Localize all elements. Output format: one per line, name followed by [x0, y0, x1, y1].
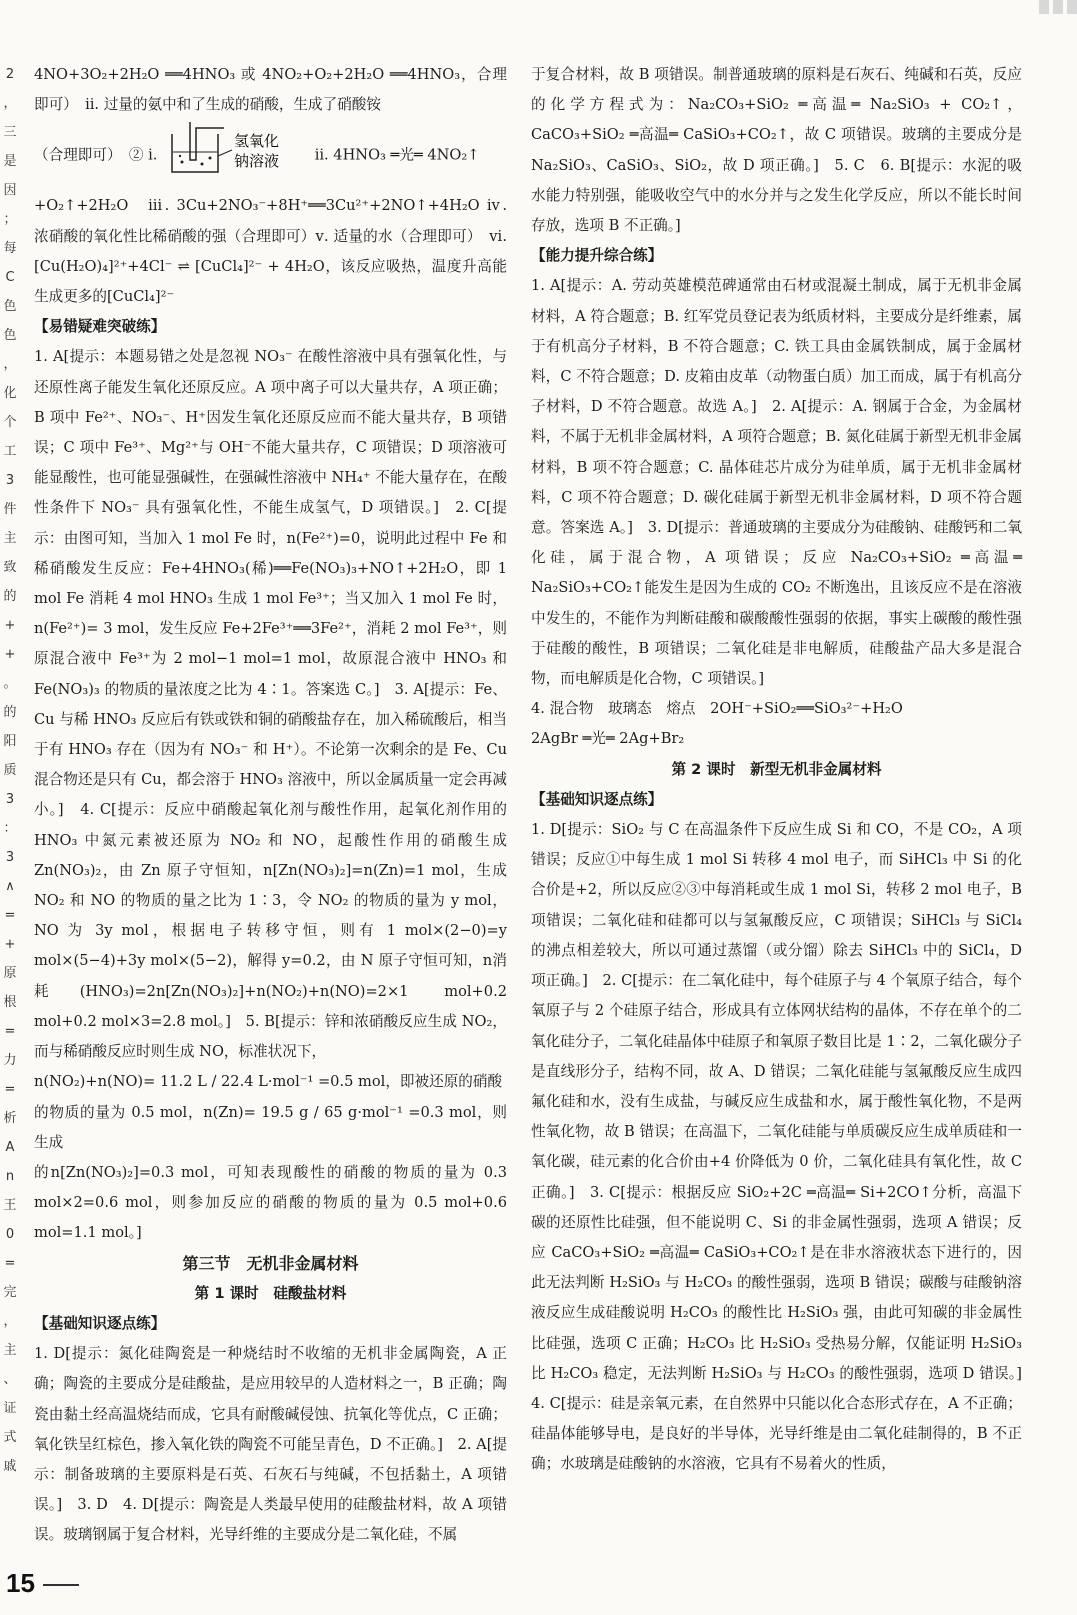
- paragraph: 的物质的量为 0.5 mol，n(Zn)= 19.5 g / 65 g·mol⁻¹ =0.3 mol，则生成: [34, 1103, 507, 1151]
- paragraph: 4. 混合物 玻璃态 熔点 2OH⁻+SiO₂══SiO₃²⁻+H₂O: [531, 700, 903, 718]
- gutter-char: 的: [3, 589, 17, 604]
- gutter-char: 主: [3, 1343, 17, 1358]
- page-edge-tabs: [1017, 0, 1077, 14]
- section-heading: 【易错疑难突破练】: [34, 318, 166, 336]
- gutter-char: 析: [3, 1111, 17, 1126]
- gutter-char: 根: [3, 995, 17, 1010]
- gutter-char: 件: [3, 502, 17, 517]
- section-heading: 【基础知识逐点练】: [531, 790, 663, 808]
- gutter-char: 。: [3, 676, 17, 691]
- gutter-char: =: [4, 1256, 16, 1271]
- gutter-char: 3: [5, 850, 15, 865]
- gutter-char: 0: [5, 1227, 15, 1242]
- gutter-text: [0, 60, 20, 1560]
- gutter-char: 化: [3, 386, 17, 401]
- gutter-char: ，: [3, 96, 17, 111]
- paragraph: 1. D[提示：SiO₂ 与 C 在高温条件下反应生成 Si 和 CO，不是 CO₂，A 项错误；反应①中每生成 1 mol Si 转移 4 mol 电子，而 SiHCl₃ 中 Si 的化合价是+2，所以反应②③中每消耗或生成 1 mol Si，转移 2 mol 电子，B 项错误；二氧化硅和硅都可以与氢氟酸反应，C 项错误；SiHCl₃ 与 SiCl₄ 的沸点相差较大，所以可通过蒸馏（或分馏）除去 SiHCl₃ 中的 SiCl₄，D 项正确。] 2. C[提示：在二氧化硅中，每个硅原子与 4 个氧原子结合，每个氧原子与 2 个硅原子结合，形成具有立体网状结构的晶体，不存在单个的二氧化硅分子，二氧化硅晶体中硅原子和氧原子数目比是 1∶2，二氧化碳分子是直线形分子，结构不同，故 A、D 错误；二氧化硅能与氢氟酸反应生成四氟化硅和水，没有生成盐，与碱反应生成盐和水，属于酸性氧化物，不是两性氧化物，故 B 错误；在高温下，二氧化硅能与单质碳反应生成单质硅和一氧化碳，硅元素的化合价由+4 价降低为 0 价，二氧化硅具有氧化性，故 C 正确。] 3. C[提示：根据反应 SiO₂+2C ═高温═ Si+2CO↑分析，高温下碳的还原性比硅强，但不能说明 C、Si 的非金属性强弱，选项 A 错误；反应 CaCO₃+SiO₂ ═高温═ CaSiO₃+CO₂↑是在非水溶液状态下进行的，因此无法判断 H₂SiO₃ 与 H₂CO₃ 的酸性强弱，选项 B 错误；碳酸与硅酸钠溶液反应生成硅酸说明 H₂CO₃ 的酸性比 H₂SiO₃ 强，由此可知碳的非金属性比硅强，选项 C 正确；H₂CO₃ 比 H₂SiO₃ 受热易分解，仅能证明 H₂SiO₃ 比 H₂CO₃ 稳定，无法判断 H₂SiO₃ 与 H₂CO₃ 的酸性强弱，选项 D 错误。] 4. C[提示：硅是亲氧元素，在自然界中只能以化合态形式存在，A 不正确；硅晶体能够导电，是良好的半导体，光导纤维是由二氧化硅制得的，B 不正确；水玻璃是硅酸钠的水溶液，它具有不易着火的性质，: [531, 821, 1037, 1473]
- gutter-char: 是: [3, 154, 17, 169]
- gutter-char: 色: [3, 299, 17, 314]
- gutter-char: ，: [3, 357, 17, 372]
- gutter-char: 因: [3, 183, 17, 198]
- gutter-char: 每: [3, 241, 17, 256]
- paragraph: 4NO+3O₂+2H₂O ══4HNO₃ 或 4NO₂+O₂+2H₂O ══4HNO₃，合理即可） ⅱ. 过量的氨中和了生成的硝酸，生成了硝酸铵: [34, 66, 507, 114]
- gutter-char: 3: [5, 473, 15, 488]
- gutter-char: 原: [3, 966, 17, 981]
- lesson-title: 第 1 课时 硅酸盐材料: [194, 1284, 347, 1302]
- paragraph: 的n[Zn(NO₃)₂]=0.3 mol，可知表现酸性的硝酸的物质的量为 0.3 mol×2=0.6 mol，则参加反应的硝酸的物质的量为 0.5 mol+0.6 mol=1.1 mol。]: [34, 1163, 507, 1242]
- gutter-char: +: [4, 618, 16, 633]
- paragraph: +O₂↑+2H₂O ⅲ. 3Cu+2NO₃⁻+8H⁺══3Cu²⁺+2NO↑+4H₂O ⅳ. 浓硝酸的氧化性比稀硝酸的强（合理即可）ⅴ. 适量的水（合理即可） ⅵ. [Cu(H₂O)₄]²⁺+4Cl⁻ ⇌ [CuCl₄]²⁻ + 4H₂O，该反应吸热，温度升高能生成更多的[CuCl₄]²⁻: [34, 197, 507, 306]
- gutter-char: =: [4, 1082, 16, 1097]
- footer-rule: [43, 1584, 79, 1586]
- gutter-char: 的: [3, 705, 17, 720]
- gutter-char: 致: [3, 560, 17, 575]
- section-heading: 【基础知识逐点练】: [34, 1314, 166, 1332]
- gutter-char: 个: [3, 415, 17, 430]
- paragraph: 1. D[提示：氮化硅陶瓷是一种烧结时不收缩的无机非金属陶瓷，A 正确；陶瓷的主要成分是硅酸盐，是应用较早的人造材料之一，B 正确；陶瓷由黏土经高温烧结而成，它具有耐酸碱侵蚀、抗氧化等优点，C 正确；氧化铁呈红棕色，掺入氧化铁的陶瓷不可能呈青色，D 不正确。] 2. A[提示：制备玻璃的主要原料是石英、石灰石与纯碱，不包括黏土，A 项错误。] 3. D 4. D[提示：陶瓷是人类最早使用的硅酸盐材料，故 A 项错误。玻璃钢属于复合材料，光导纤维的主要成分是二氧化硅，不属: [34, 1345, 507, 1544]
- beaker-label: 钠溶液: [234, 152, 280, 171]
- gutter-char: 工: [3, 444, 17, 459]
- gutter-char: 2: [5, 67, 15, 82]
- gutter-char: 色: [3, 328, 17, 343]
- gutter-char: ，: [3, 1314, 17, 1329]
- lesson-title: 第 2 课时 新型无机非金属材料: [671, 760, 882, 778]
- gutter-char: 质: [3, 763, 17, 778]
- gutter-char: 、: [3, 1372, 17, 1387]
- paragraph-with-diagram: （合理即可） ② ⅰ. 氢氧化 钠溶液 ⅱ. 4HNO₃ ═光═ 4NO₂↑: [34, 120, 507, 191]
- gutter-char: ∧: [5, 879, 15, 894]
- gutter-char: 式: [3, 1430, 17, 1445]
- gutter-char: 完: [3, 1285, 17, 1300]
- paragraph: 1. A[提示：本题易错之处是忽视 NO₃⁻ 在酸性溶液中具有强氧化性，与还原性离子能发生氧化还原反应。A 项中离子可以大量共存，A 项正确；B 项中 Fe²⁺、NO₃⁻、H⁺因发生氧化还原反应而不能大量共存，B 项错误；C 项中 Fe³⁺、Mg²⁺与 OH⁻不能大量共存，C 项错误；D 项溶液可能显酸性，也可能显强碱性，在强碱性溶液中 NH₄⁺ 不能大量存在，在酸性条件下 NO₃⁻ 具有强氧化性，不能生成氢气，D 项错误。] 2. C[提示：由图可知，当加入 1 mol Fe 时，n(Fe²⁺)=0，说明此过程中 Fe 和稀硝酸发生反应：Fe+4HNO₃(稀)══Fe(NO₃)₃+NO↑+2H₂O，即 1 mol Fe 消耗 4 mol HNO₃ 生成 1 mol Fe³⁺；当又加入 1 mol Fe 时，n(Fe²⁺)= 3 mol，发生反应 Fe+2Fe³⁺══3Fe²⁺，消耗 2 mol Fe³⁺，则原混合液中 Fe³⁺为 2 mol−1 mol=1 mol，故原混合液中 HNO₃ 和 Fe(NO₃)₃ 的物质的量浓度之比为 4∶1。答案选 C。] 3. A[提示：Fe、Cu 与稀 HNO₃ 反应后有铁或铁和铜的硝酸盐存在，加入稀硫酸后，相当于有 HNO₃ 存在（因为有 NO₃⁻ 和 H⁺）。不论第一次剩余的是 Fe、Cu 混合物还是只有 Cu，都会溶于 HNO₃ 溶液中，所以金属质量一定会再减小。] 4. C[提示：反应中硝酸起氧化剂与酸性作用，起氧化剂作用的 HNO₃ 中氮元素被还原为 NO₂ 和 NO，起酸性作用的硝酸生成 Zn(NO₃)₂，由 Zn 原子守恒知，n[Zn(NO₃)₂]=n(Zn)=1 mol，生成 NO₂ 和 NO 的物质的量之比为 1∶3，令 NO₂ 的物质的量为 y mol，NO 为 3y mol，根据电子转移守恒，则有 1 mol×(2−0)=y mol×(5−4)+3y mol×(5−2)，解得 y=0.2，由 N 原子守恒可知，n消耗(HNO₃)=2n[Zn(NO₃)₂]+n(NO₂)+n(NO)=2×1 mol+0.2 mol+0.2 mol×3=2.8 mol。] 5. B[提示：锌和浓硝酸反应生成 NO₂，而与稀硝酸反应时则生成 NO，标准状况下，: [34, 348, 507, 1061]
- gutter-char: 3: [5, 792, 15, 807]
- paragraph: 2AgBr ═光═ 2Ag+Br₂: [531, 730, 685, 748]
- gutter-char: 证: [3, 1401, 17, 1416]
- page-footer: [6, 1568, 79, 1599]
- right-column: [531, 60, 1037, 1480]
- section-title: 第三节 无机非金属材料: [182, 1253, 359, 1273]
- gutter-char: 三: [3, 125, 17, 140]
- gutter-char: 主: [3, 531, 17, 546]
- gutter-char: 戚: [3, 1459, 17, 1474]
- gutter-char: A: [5, 1140, 15, 1155]
- paragraph: 1. A[提示：A. 劳动英雄模范碑通常由石材或混凝土制成，属于无机非金属材料，A 符合题意；B. 红军党员登记表为纸质材料，主要成分是纤维素，属于有机高分子材料，B 不符合题意；C. 铁工具由金属铁制成，属于金属材料，C 不符合题意；D. 皮箱由皮革（动物蛋白质）加工而成，属于有机高分子材料，D 不符合题意。故选 A。] 2. A[提示：A. 钢属于合金，为金属材料，不属于无机非金属材料，A 项符合题意；B. 氮化硅属于新型无机非金属材料，B 项不符合题意；C. 晶体硅芯片成分为硅单质，属于无机非金属材料，C 项不符合题意；D. 碳化硅属于新型无机非金属材料，D 项不符合题意。答案选 A。] 3. D[提示：普通玻璃的主要成分为硅酸钠、硅酸钙和二氧化硅，属于混合物，A 项错误；反应 Na₂CO₃+SiO₂ ═高温═ Na₂SiO₃+CO₂↑能发生是因为生成的 CO₂ 不断逸出，且该反应不是在溶液中发生的，不能作为判断硅酸和碳酸酸性强弱的依据，事实上碳酸的酸性强于硅酸的酸性，B 项错误；二氧化硅是非电解质，硅酸盐产品大多是混合物，而电解质是化合物，C 项错误。]: [531, 277, 1022, 688]
- gutter-char: ；: [3, 212, 17, 227]
- gutter-char: n: [5, 1169, 15, 1184]
- beaker-diagram: [166, 120, 306, 191]
- paragraph: 于复合材料，故 B 项错误。制普通玻璃的原料是石灰石、纯碱和石英，反应的化学方程式为：Na₂CO₃+SiO₂ ═高温═ Na₂SiO₃ + CO₂↑，CaCO₃+SiO₂ ═高温═ CaSiO₃+CO₂↑，故 C 项错误。玻璃的主要成分是 Na₂SiO₃、CaSiO₃、SiO₂，故 D 项正确。] 5. C 6. B[提示：水泥的吸水能力特别强，能吸收空气中的水分并与之发生化学反应，所以不能长时间存放，选项 B 不正确。]: [531, 66, 1022, 235]
- gutter-char: =: [4, 1024, 16, 1039]
- gutter-char: 王: [3, 1198, 17, 1213]
- gutter-char: +: [4, 937, 16, 952]
- beaker-label: 氢氧化: [234, 132, 280, 151]
- left-column: [34, 60, 507, 1551]
- paragraph: n(NO₂)+n(NO)= 11.2 L / 22.4 L·mol⁻¹ =0.5 mol，即被还原的硝酸: [34, 1073, 503, 1091]
- gutter-char: ：: [3, 821, 17, 836]
- gutter-char: +: [4, 647, 16, 662]
- page-number: 15: [6, 1568, 35, 1598]
- gutter-char: 力: [3, 1053, 17, 1068]
- gutter-char: 阳: [3, 734, 17, 749]
- gutter-char: C: [5, 270, 15, 285]
- section-heading: 【能力提升综合练】: [531, 247, 663, 265]
- gutter-char: =: [4, 908, 16, 923]
